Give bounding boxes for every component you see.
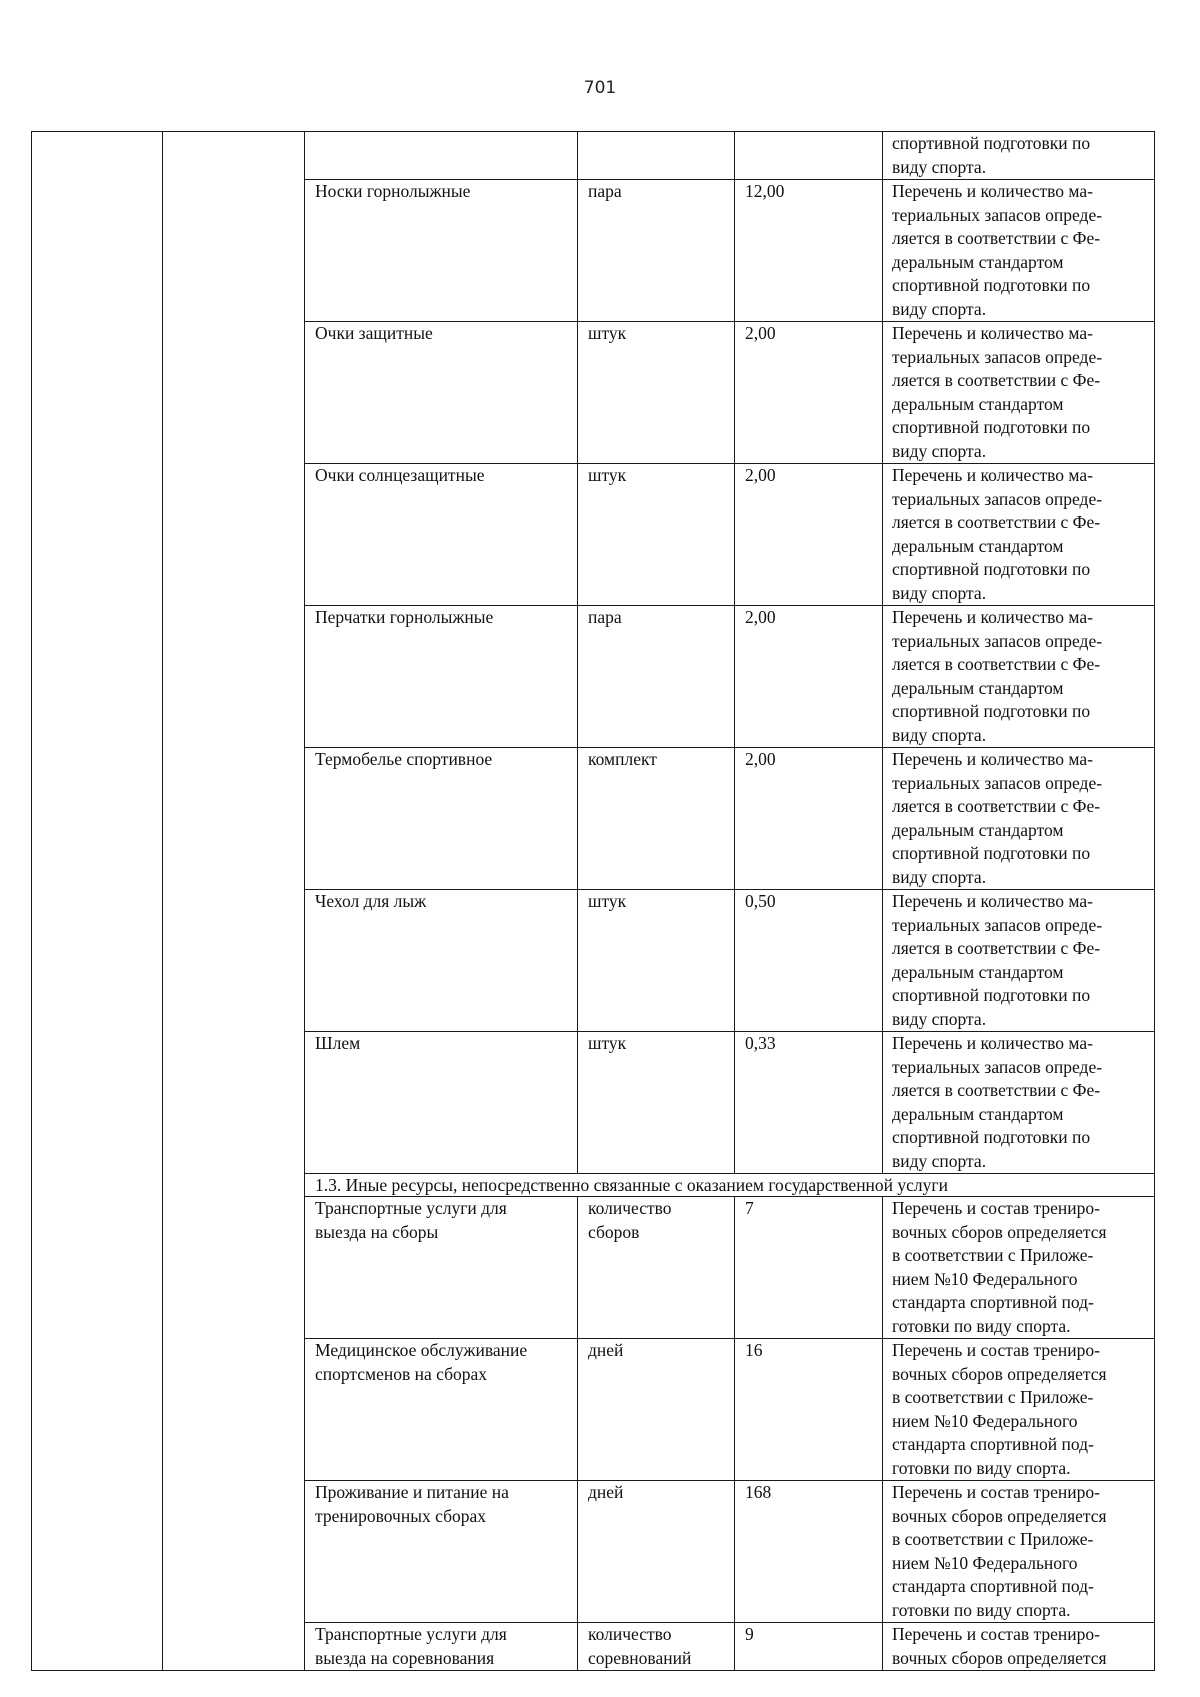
note-cell: [883, 1339, 1155, 1481]
note-line: ляется в соответствии с Фе-: [892, 938, 1101, 958]
resource-name-cell: Термобелье спортивное: [305, 748, 578, 890]
note-line: виду спорта.: [892, 1008, 987, 1029]
note-line: Перечень и количество ма-: [892, 323, 1093, 343]
quantity-cell: 2,00: [735, 748, 883, 890]
name-line: Транспортные услуги для: [315, 1624, 507, 1644]
unit-cell: пара: [578, 606, 735, 748]
note-line: виду спорта.: [892, 582, 987, 603]
resource-name-cell: Чехол для лыж: [305, 890, 578, 1032]
name-line: Медицинское обслуживание: [315, 1340, 528, 1360]
note-line: Перечень и количество ма-: [892, 1033, 1093, 1053]
unit-cell: штук: [578, 322, 735, 464]
note-line: Перечень и количество ма-: [892, 891, 1093, 911]
note-line: спортивной подготовки по: [892, 701, 1091, 721]
resource-name-cell: Носки горнолыжные: [305, 180, 578, 322]
name-line: спортсменов на сборах: [315, 1363, 488, 1384]
note-line: нием №10 Федерального: [892, 1268, 1078, 1289]
unit-line: количество: [588, 1624, 672, 1644]
name-line: Транспортные услуги для: [315, 1198, 507, 1218]
unit-cell: пара: [578, 180, 735, 322]
quantity-cell: 2,00: [735, 464, 883, 606]
note-line: спортивной подготовки по: [892, 843, 1091, 863]
quantity-cell: 2,00: [735, 606, 883, 748]
quantity-cell: 16: [735, 1339, 883, 1481]
note-line: спортивной подготовки по: [892, 417, 1091, 437]
note-cell: [883, 1032, 1155, 1174]
note-cell: [883, 180, 1155, 322]
note-line: деральным стандартом: [892, 961, 1064, 982]
quantity-cell: 2,00: [735, 322, 883, 464]
note-line: виду спорта.: [892, 724, 987, 745]
note-line: териальных запасов опреде-: [892, 346, 1103, 367]
unit-cell: штук: [578, 1032, 735, 1174]
unit-cell: штук: [578, 890, 735, 1032]
note-line: в соответствии с Приложе-: [892, 1529, 1094, 1549]
table-row-continuation: [32, 132, 1155, 180]
unit-line: соревнований: [588, 1647, 692, 1668]
note-line: спортивной подготовки по: [892, 275, 1091, 295]
note-line: в соответствии с Приложе-: [892, 1245, 1094, 1265]
unit-line: сборов: [588, 1221, 640, 1242]
unit-line: количество: [588, 1198, 672, 1218]
note-line: спортивной подготовки по: [892, 559, 1091, 579]
note-line: Перечень и состав трениро-: [892, 1482, 1100, 1502]
note-line: виду спорта.: [892, 1150, 987, 1171]
note-line: стандарта спортивной под-: [892, 1292, 1094, 1312]
resource-name-cell: [305, 1197, 578, 1339]
note-line: деральным стандартом: [892, 1103, 1064, 1124]
unit-line: дней: [588, 1482, 624, 1502]
resource-name-cell: [305, 1623, 578, 1671]
quantity-cell: 0,33: [735, 1032, 883, 1174]
unit-cell: [578, 1623, 735, 1671]
note-line: териальных запасов опреде-: [892, 1056, 1103, 1077]
resources-table: [31, 131, 1155, 1671]
note-line: деральным стандартом: [892, 535, 1064, 556]
left-merged-cell-2: [163, 132, 305, 1671]
unit-line: дней: [588, 1340, 624, 1360]
note-line: стандарта спортивной под-: [892, 1434, 1094, 1454]
quantity-cell: 9: [735, 1623, 883, 1671]
unit-cell: [578, 132, 735, 180]
resource-name-cell: Шлем: [305, 1032, 578, 1174]
name-line: выезда на соревнования: [315, 1647, 495, 1668]
note-line: ляется в соответствии с Фе-: [892, 796, 1101, 816]
note-line: деральным стандартом: [892, 677, 1064, 698]
note-line: вочных сборов определяется: [892, 1363, 1107, 1384]
note-line: ляется в соответствии с Фе-: [892, 228, 1101, 248]
unit-cell: [578, 1481, 735, 1623]
note-line: деральным стандартом: [892, 251, 1064, 272]
note-line: спортивной подготовки по: [892, 1127, 1091, 1147]
note-line: териальных запасов опреде-: [892, 488, 1103, 509]
note-cell: [883, 890, 1155, 1032]
note-line: Перечень и количество ма-: [892, 749, 1093, 769]
note-line: спортивной подготовки по: [892, 133, 1091, 153]
note-line: вочных сборов определяется: [892, 1647, 1107, 1668]
name-line: тренировочных сборах: [315, 1505, 487, 1526]
left-merged-cell-1: [32, 132, 163, 1671]
note-line: готовки по виду спорта.: [892, 1315, 1071, 1336]
note-line: Перечень и состав трениро-: [892, 1340, 1100, 1360]
note-cell: [883, 1197, 1155, 1339]
note-line: Перечень и количество ма-: [892, 607, 1093, 627]
note-line: териальных запасов опреде-: [892, 204, 1103, 225]
note-cell: [883, 132, 1155, 180]
note-cell: [883, 606, 1155, 748]
note-line: ляется в соответствии с Фе-: [892, 654, 1101, 674]
unit-cell: [578, 1197, 735, 1339]
name-line: выезда на сборы: [315, 1221, 439, 1242]
note-line: териальных запасов опреде-: [892, 630, 1103, 651]
unit-cell: комплект: [578, 748, 735, 890]
quantity-cell: 7: [735, 1197, 883, 1339]
note-line: Перечень и состав трениро-: [892, 1198, 1100, 1218]
note-line: териальных запасов опреде-: [892, 914, 1103, 935]
note-line: виду спорта.: [892, 440, 987, 461]
quantity-cell: 12,00: [735, 180, 883, 322]
quantity-cell: 168: [735, 1481, 883, 1623]
note-line: нием №10 Федерального: [892, 1552, 1078, 1573]
note-line: териальных запасов опреде-: [892, 772, 1103, 793]
resource-name-cell: Перчатки горнолыжные: [305, 606, 578, 748]
page-number: 701: [583, 78, 617, 98]
name-line: Проживание и питание на: [315, 1482, 509, 1502]
note-line: вочных сборов определяется: [892, 1221, 1107, 1242]
quantity-cell: [735, 132, 883, 180]
resource-name-cell: Очки солнцезащитные: [305, 464, 578, 606]
note-line: ляется в соответствии с Фе-: [892, 1080, 1101, 1100]
note-line: вочных сборов определяется: [892, 1505, 1107, 1526]
note-line: нием №10 Федерального: [892, 1410, 1078, 1431]
quantity-cell: 0,50: [735, 890, 883, 1032]
resource-name-cell: [305, 132, 578, 180]
note-line: Перечень и состав трениро-: [892, 1624, 1100, 1644]
note-line: деральным стандартом: [892, 819, 1064, 840]
note-line: Перечень и количество ма-: [892, 181, 1093, 201]
note-line: ляется в соответствии с Фе-: [892, 512, 1101, 532]
note-line: готовки по виду спорта.: [892, 1457, 1071, 1478]
note-cell: [883, 748, 1155, 890]
note-cell: [883, 464, 1155, 606]
note-cell: [883, 1481, 1155, 1623]
note-line: спортивной подготовки по: [892, 985, 1091, 1005]
note-cell: [883, 1623, 1155, 1671]
resource-name-cell: Очки защитные: [305, 322, 578, 464]
note-line: в соответствии с Приложе-: [892, 1387, 1094, 1407]
note-line: виду спорта.: [892, 866, 987, 887]
note-line: ляется в соответствии с Фе-: [892, 370, 1101, 390]
note-line: виду спорта.: [892, 156, 987, 177]
note-line: Перечень и количество ма-: [892, 465, 1093, 485]
resource-name-cell: [305, 1481, 578, 1623]
note-line: виду спорта.: [892, 298, 987, 319]
resource-name-cell: [305, 1339, 578, 1481]
unit-cell: штук: [578, 464, 735, 606]
note-line: деральным стандартом: [892, 393, 1064, 414]
note-cell: [883, 322, 1155, 464]
note-line: стандарта спортивной под-: [892, 1576, 1094, 1596]
section-title: 1.3. Иные ресурсы, непосредственно связанные с оказанием государственной услуги: [305, 1174, 1155, 1197]
note-line: готовки по виду спорта.: [892, 1599, 1071, 1620]
unit-cell: [578, 1339, 735, 1481]
